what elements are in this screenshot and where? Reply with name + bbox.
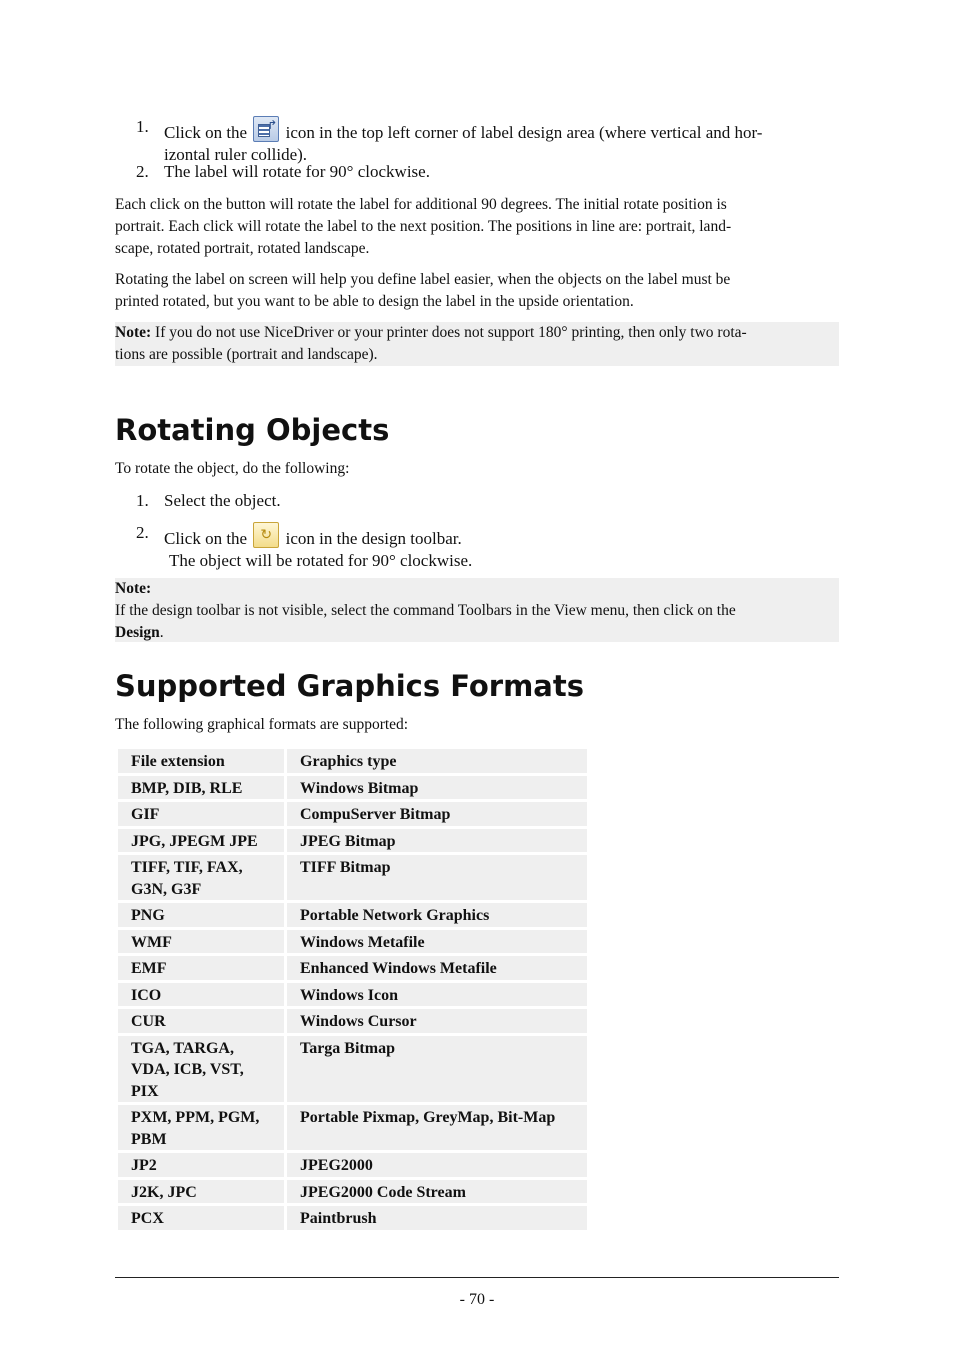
list-text: Click on the ↱ icon in the top left corner of label design area (where vertical and hor- izontal ruler collide). — [164, 116, 834, 166]
rotate-label-icon — [253, 116, 279, 142]
table-row — [118, 956, 587, 980]
table-row — [118, 1105, 587, 1150]
table-cell: TGA, TARGA, VDA, ICB, VST, PIX — [118, 1036, 284, 1103]
table-cell: CUR — [118, 1009, 284, 1033]
note-box: Note: If the design toolbar is not visible, select the command Toolbars in the View menu, then click on the Design. — [115, 578, 839, 642]
table-cell: JPG, JPEGM JPE — [118, 829, 284, 853]
table-cell: Windows Bitmap — [287, 776, 587, 800]
table-row — [118, 1009, 587, 1033]
table-row — [118, 930, 587, 954]
table-row — [118, 855, 587, 900]
table-row — [118, 1180, 587, 1204]
page-number: - 70 - — [459, 1291, 495, 1308]
formats-table — [115, 746, 590, 1233]
section-title-graphics-formats: Supported Graphics Formats — [115, 669, 584, 703]
table-cell: ICO — [118, 983, 284, 1007]
list-number: 2. — [136, 523, 149, 542]
table-cell: J2K, JPC — [118, 1180, 284, 1204]
paragraph-rotate-help: Rotating the label on screen will help you define label easier, when the objects on the label must be printed rotated, but you want to be able to design the label in the upside orientation. — [115, 271, 731, 310]
table-cell: JPEG2000 — [287, 1153, 587, 1177]
note-label: Note: — [115, 324, 152, 341]
rotate-object-icon — [253, 522, 279, 548]
table-header-cell: Graphics type — [287, 749, 587, 773]
table-cell: TIFF, TIF, FAX, G3N, G3F — [118, 855, 284, 900]
table-row — [118, 903, 587, 927]
table-cell: JP2 — [118, 1153, 284, 1177]
table-row — [118, 776, 587, 800]
table-cell: JPEG Bitmap — [287, 829, 587, 853]
list-text: Select the object. — [164, 491, 281, 510]
footer-divider — [115, 1277, 839, 1278]
table-cell: Targa Bitmap — [287, 1036, 587, 1103]
list-number: 1. — [136, 491, 149, 510]
table-cell: JPEG2000 Code Stream — [287, 1180, 587, 1204]
table-row — [118, 983, 587, 1007]
table-cell: PNG — [118, 903, 284, 927]
paragraph-rotate-positions: Each click on the button will rotate the label for additional 90 degrees. The initial rotate position is portrait. Each click will rotate the label to the next position. The positions in line are: portrait, land- scape, rotated portrait, rotated landscape. — [115, 196, 732, 257]
table-header-row — [118, 749, 587, 773]
note-label: Note: — [115, 580, 152, 597]
table-cell: Windows Cursor — [287, 1009, 587, 1033]
table-cell: BMP, DIB, RLE — [118, 776, 284, 800]
table-row — [118, 1153, 587, 1177]
table-cell: PXM, PPM, PGM, PBM — [118, 1105, 284, 1150]
list-text: Click on the ↻ icon in the design toolbar. The object will be rotated for 90° clockwise. — [164, 522, 834, 572]
table-cell: Windows Metafile — [287, 930, 587, 954]
list-number: 1. — [136, 117, 149, 136]
section-title-rotating-objects: Rotating Objects — [115, 413, 390, 447]
table-row — [118, 829, 587, 853]
section-intro: The following graphical formats are supported: — [115, 716, 409, 733]
note-box: Note: If you do not use NiceDriver or your printer does not support 180° printing, then only two rota- tions are possible (portrait and landscape). — [115, 322, 839, 366]
table-header-cell: File extension — [118, 749, 284, 773]
table-row — [118, 1036, 587, 1103]
table-cell: Paintbrush — [287, 1206, 587, 1230]
table-row — [118, 802, 587, 826]
table-cell: EMF — [118, 956, 284, 980]
list-number: 2. — [136, 162, 149, 181]
section-intro: To rotate the object, do the following: — [115, 460, 350, 477]
table-cell: Enhanced Windows Metafile — [287, 956, 587, 980]
table-row — [118, 1206, 587, 1230]
table-cell: PCX — [118, 1206, 284, 1230]
table-cell: Portable Network Graphics — [287, 903, 587, 927]
table-cell: WMF — [118, 930, 284, 954]
table-cell: Portable Pixmap, GreyMap, Bit-Map — [287, 1105, 587, 1150]
list-text: The label will rotate for 90° clockwise. — [164, 162, 430, 181]
table-cell: GIF — [118, 802, 284, 826]
table-cell: TIFF Bitmap — [287, 855, 587, 900]
table-cell: Windows Icon — [287, 983, 587, 1007]
table-cell: CompuServer Bitmap — [287, 802, 587, 826]
